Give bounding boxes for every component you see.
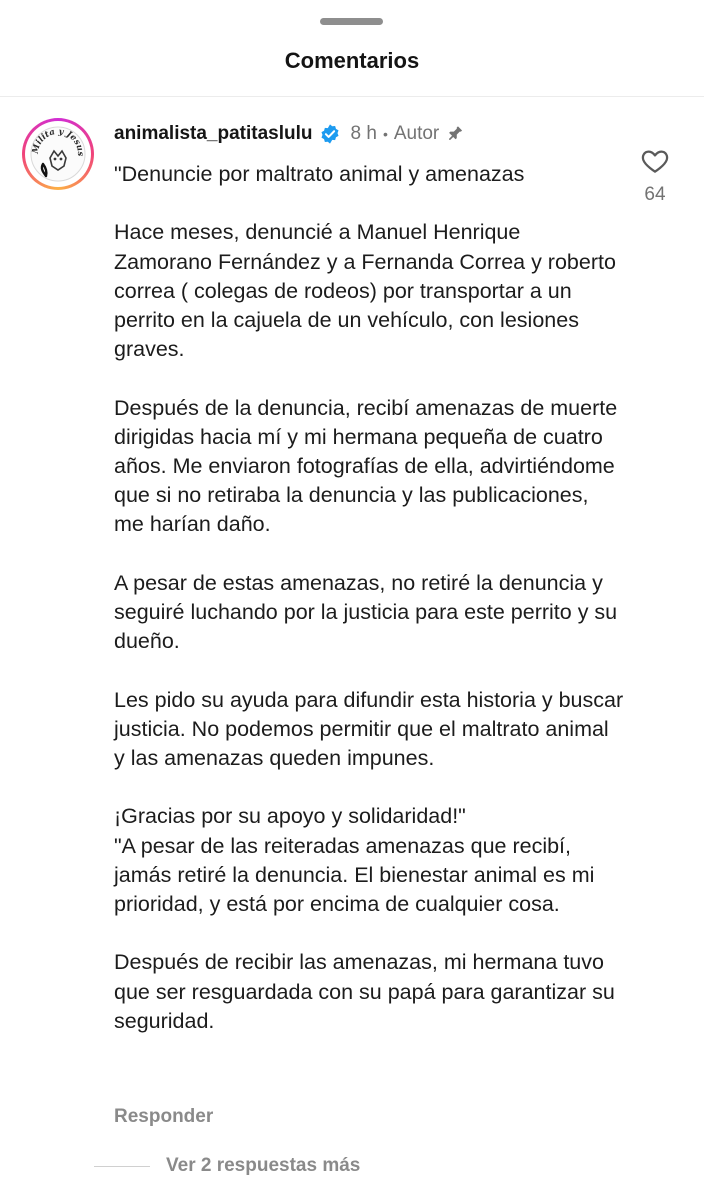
avatar-logo-icon [28, 124, 88, 184]
username-link[interactable]: animalista_patitaslulu [114, 123, 313, 144]
comment-paragraph: Les pido su ayuda para difundir esta historia y buscar justicia. No podemos permitir que el maltrato animal y las amenazas queden impunes. [114, 687, 624, 770]
verified-badge-icon [319, 123, 341, 145]
comment-text [114, 160, 624, 1036]
pin-icon [445, 124, 465, 144]
heart-icon[interactable] [640, 146, 670, 176]
reply-button[interactable]: Responder [114, 1106, 214, 1127]
comment-paragraph: Hace meses, denuncié a Manuel Henrique Zamorano Fernández y a Fernanda Correa y roberto correa ( colegas de rodeos) por transportar a un perrito en la cajuela de un vehículo, con lesiones graves. [114, 220, 616, 362]
comment-paragraph: Después de la denuncia, recibí amenazas de muerte dirigidas hacia mí y mi hermana pequeña de cuatro años. Me enviaron fotografías de ella, advirtiéndome que si no retiraba la denuncia y las publicaciones, me harían daño. [114, 395, 618, 537]
drag-handle[interactable] [320, 18, 383, 25]
avatar-logo-text: Milita y Jesus [30, 126, 86, 157]
view-more-replies-button[interactable]: Ver 2 respuestas más [166, 1155, 361, 1176]
header-divider [0, 96, 704, 97]
comment-meta [114, 120, 465, 148]
comment-paragraph: A pesar de estas amenazas, no retiré la denuncia y seguiré luchando por la justicia para este perrito y su dueño. [114, 570, 618, 654]
comment-paragraph: ¡Gracias por su apoyo y solidaridad!" [114, 804, 466, 829]
comment-time: 8 h [350, 123, 377, 144]
replies-divider [94, 1166, 150, 1167]
like-count: 64 [644, 184, 666, 205]
author-label: Autor [393, 123, 440, 144]
comment-paragraph: Después de recibir las amenazas, mi hermana tuvo que ser resguardada con su papá para garantizar su seguridad. [114, 950, 615, 1033]
meta-separator: • [382, 126, 388, 142]
sheet-title: Comentarios [284, 48, 420, 73]
avatar[interactable] [22, 118, 94, 190]
avatar-image [25, 121, 91, 187]
comment-paragraph: "A pesar de las reiteradas amenazas que recibí, jamás retiré la denuncia. El bienestar animal es mi prioridad, y está por encima de cualquier cosa. [114, 833, 595, 916]
comment-paragraph: "Denuncie por maltrato animal y amenazas [114, 162, 525, 186]
